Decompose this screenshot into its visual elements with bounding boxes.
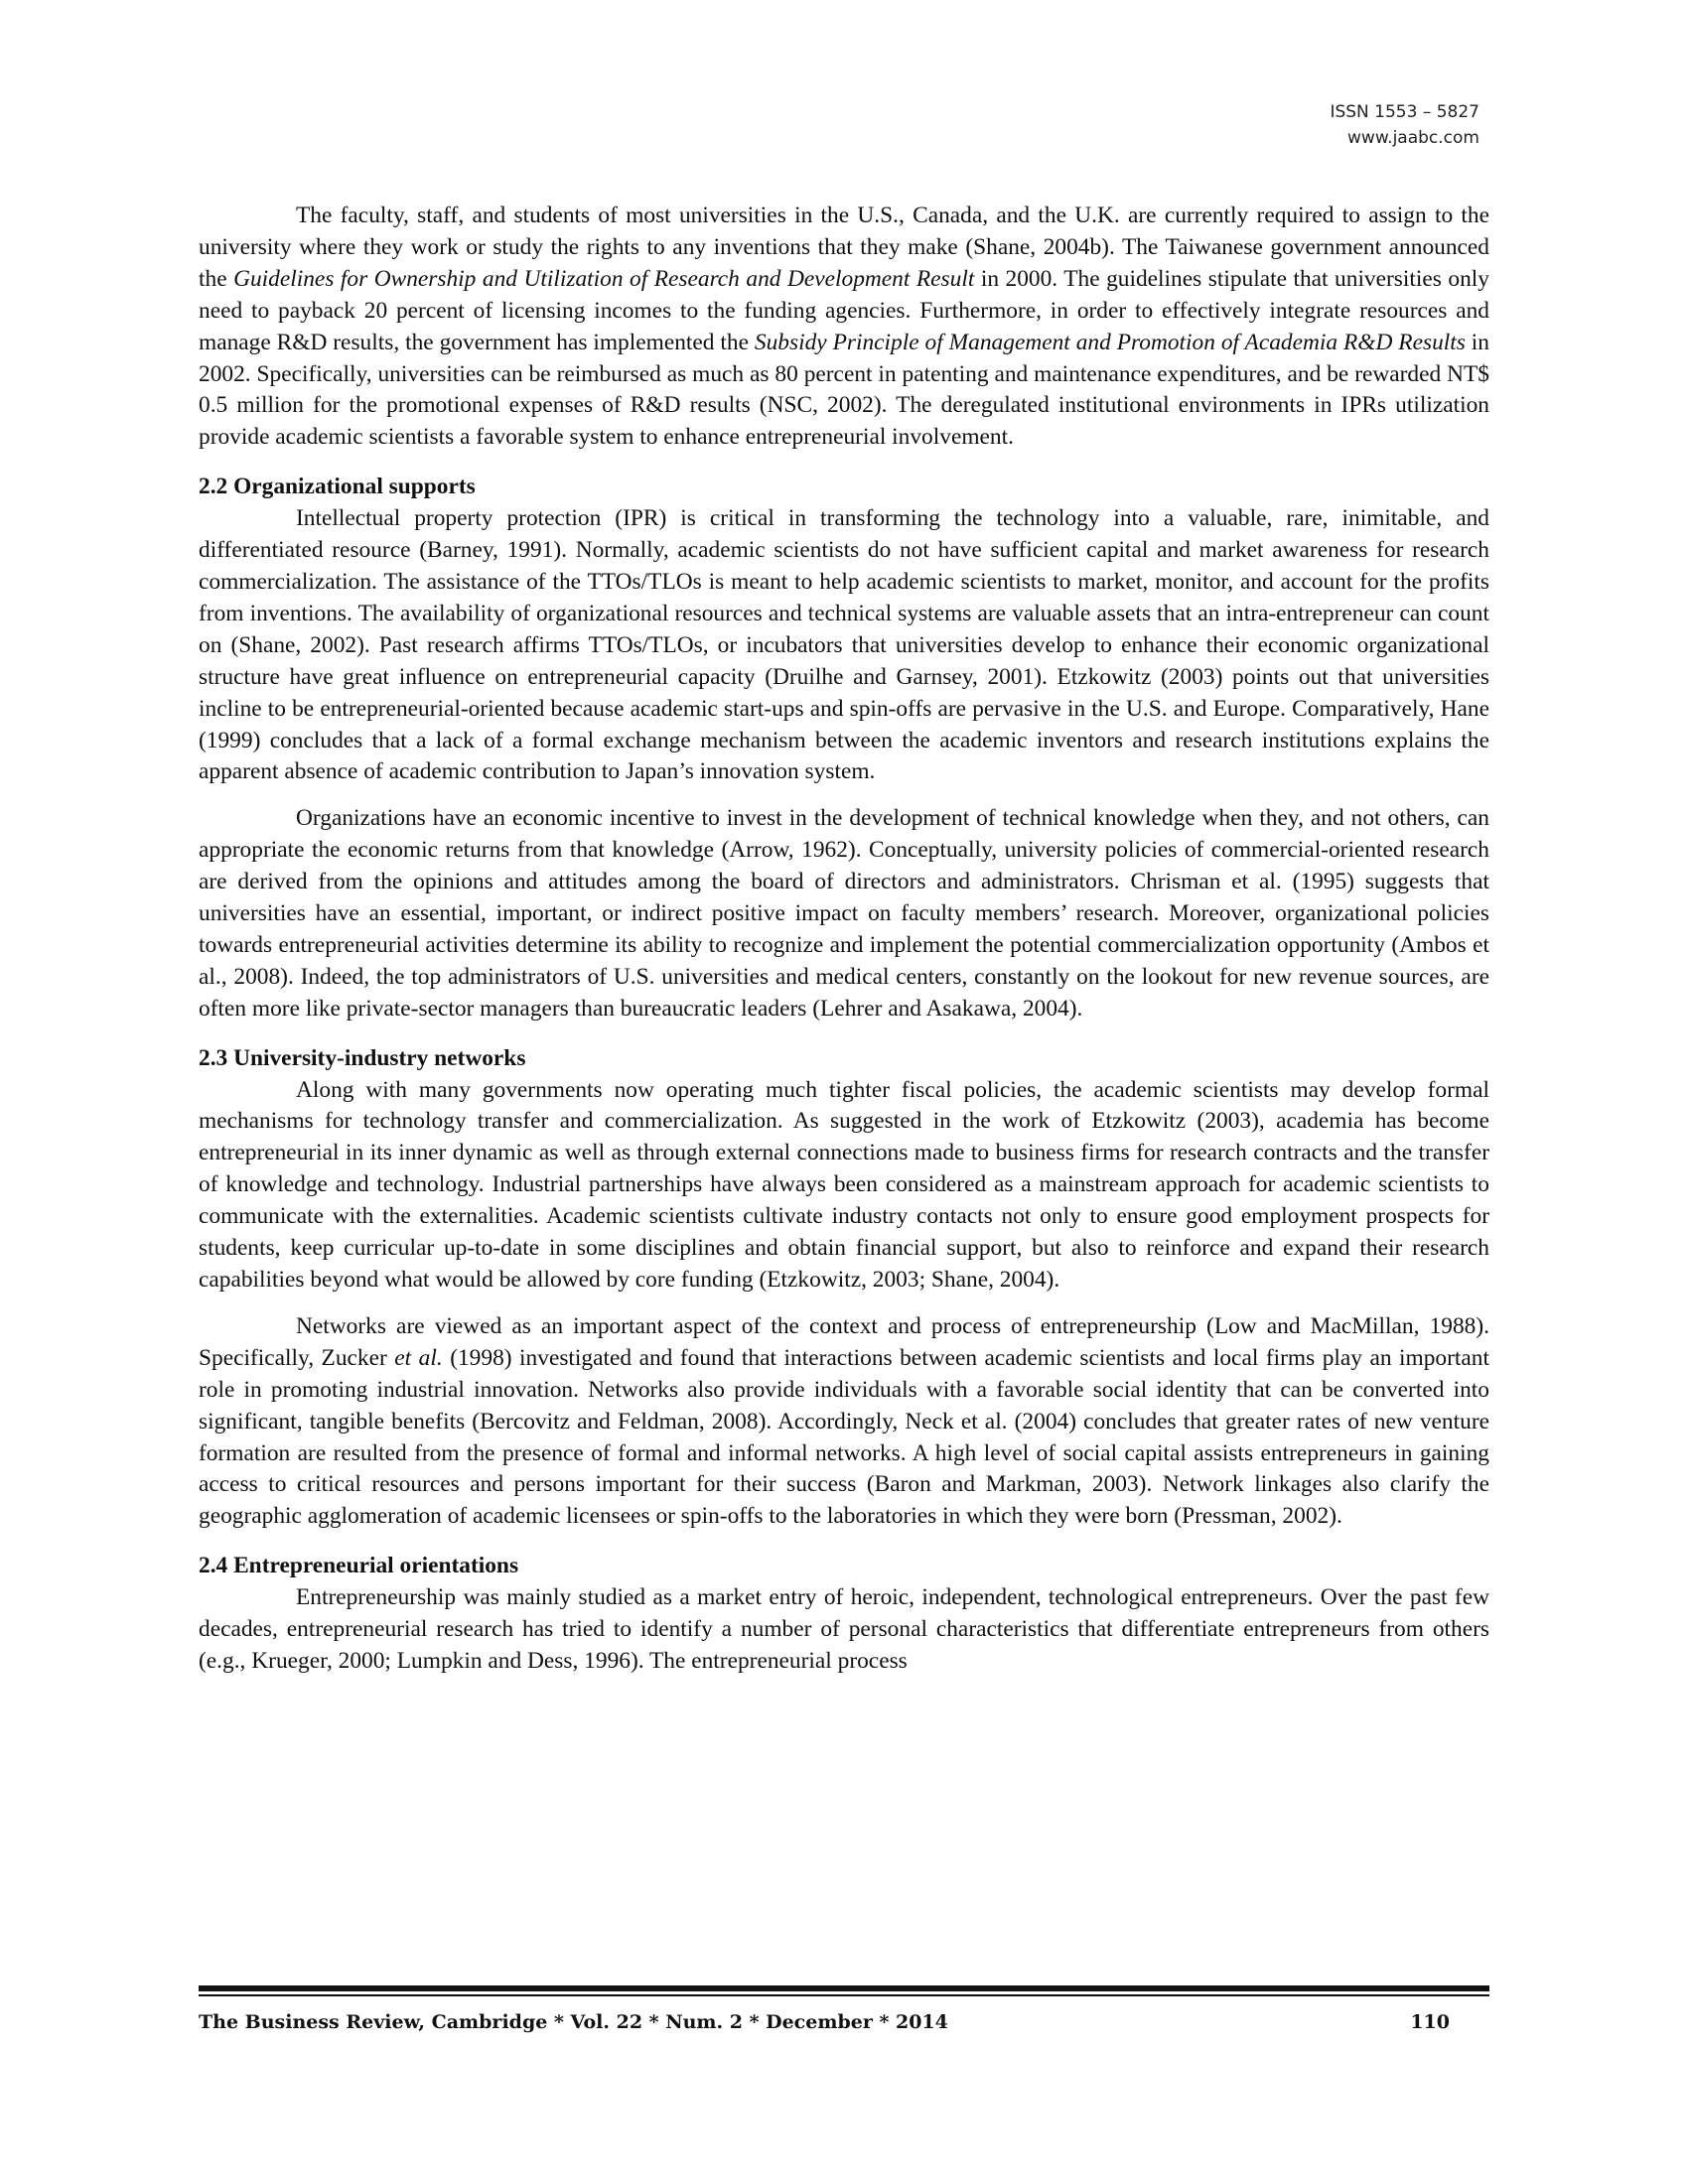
section-heading-2-4: 2.4 Entrepreneurial orientations	[199, 1553, 519, 1579]
footer-divider	[199, 1985, 1489, 1991]
article-body	[199, 201, 1489, 1678]
page-number: 110	[1410, 2011, 1450, 2033]
website-label: www.jaabc.com	[1347, 128, 1479, 148]
issn-label: ISSN 1553 – 5827	[1330, 102, 1479, 122]
italic-title: Subsidy Principle of Management and Promotion of Academia R&D Results	[754, 329, 1466, 355]
paragraph: Entrepreneurship was mainly studied as a market entry of heroic, independent, technological entrepreneurs. Over the past few decades, entrepreneurial research has tried to identify a number of personal characteristics that differentiate entrepreneurs from others (e.g., Krueger, 2000; Lumpkin and Dess, 1996). The entrepreneurial process	[199, 1584, 1489, 1674]
section-heading-2-3: 2.3 University-industry networks	[199, 1044, 526, 1071]
paragraph: Along with many governments now operating much tighter fiscal policies, the academic scientists may develop formal mechanisms for technology transfer and commercialization. As suggested in the work of Etzkowitz (2003), academia has become entrepreneurial in its inner dynamic as well as through external connections made to business firms for research contracts and the transfer of knowledge and technology. Industrial partnerships have always been considered as a mainstream approach for academic scientists to communicate with the externalities. Academic scientists cultivate industry contacts not only to ensure good employment prospects for students, keep curricular up-to-date in some disciplines and obtain financial support, but also to reinforce and expand their research capabilities beyond what would be allowed by core funding (Etzkowitz, 2003; Shane, 2004).	[199, 1076, 1489, 1293]
running-header	[1330, 99, 1479, 151]
paragraph: The faculty, staff, and students of most universities in the U.S., Canada, and the U.K. are currently required to assign to the university where they work or study the rights to any inventions that they make (Shane, 2004b). The Taiwanese government announced the Guidelines for Ownership and Utilization of Research and Development Result in 2000. The guidelines stipulate that universities only need to payback 20 percent of licensing incomes to the funding agencies. Furthermore, in order to effectively integrate resources and manage R&D results, the government has implemented the Subsidy Principle of Management and Promotion of Academia R&D Results in 2002. Specifically, universities can be reimbursed as much as 80 percent in patenting and maintenance expenditures, and be rewarded NT$ 0.5 million for the promotional expenses of R&D results (NSC, 2002). The deregulated institutional environments in IPRs utilization provide academic scientists a favorable system to enhance entrepreneurial involvement.	[199, 203, 1489, 451]
italic-text: et al.	[394, 1344, 443, 1371]
italic-title: Guidelines for Ownership and Utilization of Research and Development Result	[233, 265, 975, 292]
section-heading-2-2: 2.2 Organizational supports	[199, 474, 476, 500]
journal-citation: The Business Review, Cambridge * Vol. 22 * Num. 2 * December * 2014	[199, 2011, 948, 2033]
paragraph: Organizations have an economic incentive to invest in the development of technical knowledge when they, and not others, can appropriate the economic returns from that knowledge (Arrow, 1962). Conceptually, university policies of commercial-oriented research are derived from the opinions and attitudes among the board of directors and administrators. Chrisman et al. (1995) suggests that universities have an essential, important, or indirect positive impact on faculty members’ research. Moreover, organizational policies towards entrepreneurial activities determine its ability to recognize and implement the potential commercialization opportunity (Ambos et al., 2008). Indeed, the top administrators of U.S. universities and medical centers, constantly on the lookout for new revenue sources, are often more like private-sector managers than bureaucratic leaders (Lehrer and Asakawa, 2004).	[199, 805, 1489, 1022]
paragraph: Networks are viewed as an important aspect of the context and process of entrepreneurship (Low and MacMillan, 1988). Specifically, Zucker et al. (1998) investigated and found that interactions between academic scientists and local firms play an important role in promoting industrial innovation. Networks also provide individuals with a favorable social identity that can be converted into significant, tangible benefits (Bercovitz and Feldman, 2008). Accordingly, Neck et al. (2004) concludes that greater rates of new venture formation are resulted from the presence of formal and informal networks. A high level of social capital assists entrepreneurs in gaining access to critical resources and persons important for their success (Baron and Markman, 2003). Network linkages also clarify the geographic agglomeration of academic licensees or spin-offs to the laboratories in which they were born (Pressman, 2002).	[199, 1312, 1489, 1530]
footer-divider-thin	[199, 1994, 1489, 1996]
paragraph: Intellectual property protection (IPR) is critical in transforming the technology into a valuable, rare, inimitable, and differentiated resource (Barney, 1991). Normally, academic scientists do not have sufficient capital and market awareness for research commercialization. The assistance of the TTOs/TLOs is meant to help academic scientists to market, monitor, and account for the profits from inventions. The availability of organizational resources and technical systems are valuable assets that an intra-entrepreneur can count on (Shane, 2002). Past research affirms TTOs/TLOs, or incubators that universities develop to enhance their economic organizational structure have great influence on entrepreneurial capacity (Druilhe and Garnsey, 2001). Etzkowitz (2003) points out that universities incline to be entrepreneurial-oriented because academic start-ups and spin-offs are pervasive in the U.S. and Europe. Comparatively, Hane (1999) concludes that a lack of a formal exchange mechanism between the academic inventors and research institutions explains the apparent absence of academic contribution to Japan’s innovation system.	[199, 505, 1489, 785]
